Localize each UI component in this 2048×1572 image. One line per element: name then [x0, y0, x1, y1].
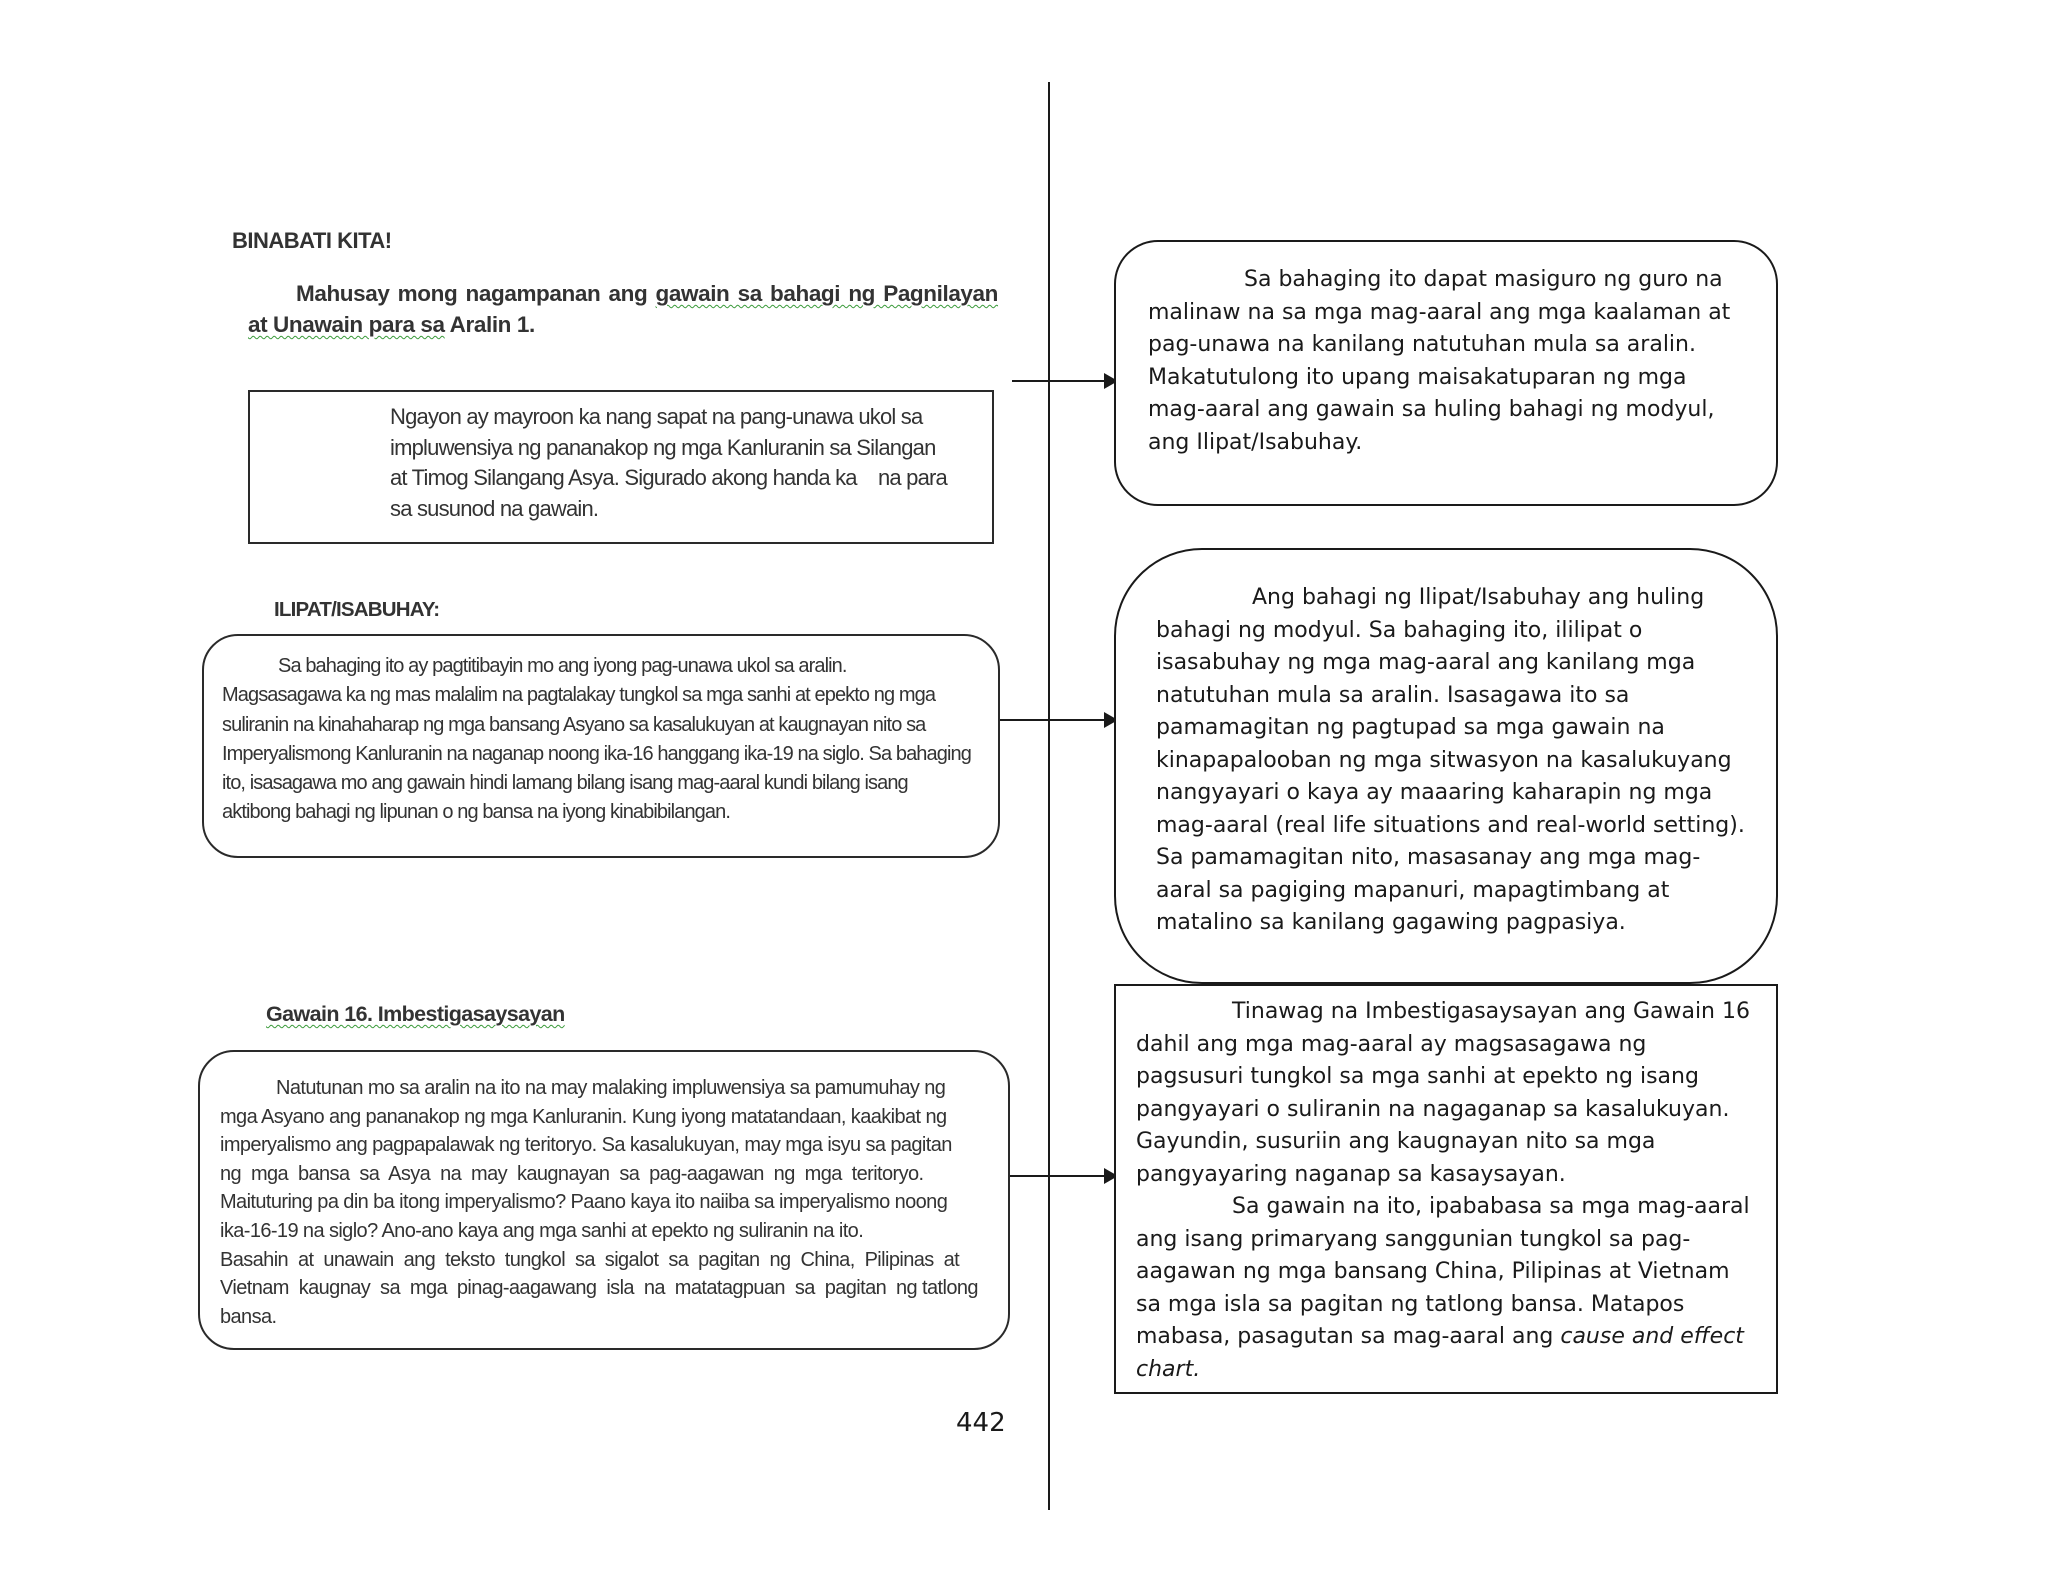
gawain-line-5: Maituturing pa din ba itong imperyalismo? Paano kaya ito naiiba sa imperyalismo noong [220, 1191, 948, 1214]
gawain-line-8: Vietnam kaugnay sa mga pinag-aagawang isla na matatagpuan sa pagitan ng tatlong [220, 1277, 978, 1300]
page-number: 442 [956, 1408, 1006, 1438]
ilipat-line-3: suliranin na kinahaharap ng mga bansang Asyano sa kasalukuyan at kaugnayan nito sa [222, 713, 926, 736]
gawain-text [220, 1074, 990, 1331]
teacher-note-box-1 [1114, 240, 1778, 506]
ilipat-text [222, 652, 984, 828]
teacher-note-3-para-2-text: Sa gawain na ito, ipababasa sa mga mag-aaral ang isang primaryang sanggunian tungkol sa pag-aagawan ng mga bansang China, Pilipinas at Vietnam sa mga isla sa pagitan ng tatlong bansa. Matapos mabasa, pasagutan sa mag-aaral ang [1136, 1194, 1750, 1349]
mahusay-paragraph [248, 278, 998, 340]
mahusay-part1: Mahusay mong nagampanan ang [296, 281, 656, 306]
ilipat-box [202, 634, 1000, 858]
gawain-line-9: bansa. [220, 1305, 277, 1328]
ilipat-line-1: Sa bahaging ito ay pagtitibayin mo ang iyong pag-unawa ukol sa aralin. [278, 655, 847, 677]
ilipat-line-6: aktibong bahagi ng lipunan o ng bansa na iyong kinabibilangan. [222, 801, 730, 824]
gawain-line-6: ika-16-19 na siglo? Ano-ano kaya ang mga sanhi at epekto ng suliranin na ito. [220, 1219, 864, 1242]
arrow-to-box-3 [1010, 1175, 1116, 1177]
ngayon-line-2: impluwensiya ng pananakop ng mga Kanluranin sa Silangan [390, 434, 936, 460]
ngayon-box [248, 390, 994, 544]
teacher-note-3-para-2 [1136, 1191, 1750, 1386]
ilipat-line-2: Magsasagawa ka ng mas malalim na pagtalakay tungkol sa mga sanhi at epekto ng mga [222, 684, 936, 707]
teacher-note-box-3 [1114, 984, 1778, 1394]
gawain-line-4: ng mga bansa sa Asya na may kaugnayan sa pag-aagawan ng mga teritoryo. [220, 1162, 924, 1185]
center-divider-line [1048, 82, 1050, 1510]
mahusay-part2: gawain sa bahagi ng Pagnilayan [655, 281, 999, 306]
ilipat-line-5: ito, isasagawa mo ang gawain hindi lamang bilang isang mag-aaral kundi bilang isang [222, 772, 908, 795]
ngayon-text [390, 402, 980, 524]
arrow-to-box-2 [1000, 719, 1116, 721]
arrow-to-box-1 [1012, 380, 1116, 382]
mahusay-part3: at Unawain para sa [248, 312, 445, 337]
teacher-note-box-2 [1114, 548, 1778, 984]
teacher-note-2-text: Ang bahagi ng Ilipat/Isabuhay ang huling bahagi ng modyul. Sa bahaging ito, ililipat o isasabuhay ng mga mag-aaral ang kanilang mga natutuhan mula sa aralin. Isasagawa ito sa pamamagitan ng pagtupad sa mga gawain na kinapapalooban ng mga sitwasyon na kasalukuyang nangyayari o kaya ay maaaring kaharapin ng mga mag-aaral (real life situations and real-world setting). Sa pamamagitan nito, masasanay ang mga mag-aaral sa pagiging mapanuri, mapagtimbang at matalino sa kanilang gagawing pagpasiya. [1156, 585, 1745, 935]
teacher-note-3-para-1: Tinawag na Imbestigasaysayan ang Gawain 16 dahil ang mga mag-aaral ay magsasagawa ng pagsusuri tungkol sa mga sanhi at epekto ng isang pangyayari o suliranin na nagaganap sa kasalukuyan. Gayundin, susuriin ang kaugnayan nito sa mga pangyayaring naganap sa kasaysayan. [1136, 999, 1750, 1187]
gawain-line-3: imperyalismo ang pagpapalawak ng teritoryo. Sa kasalukuyan, may mga isyu sa pagitan [220, 1134, 952, 1157]
ngayon-line-4: sa susunod na gawain. [390, 495, 599, 521]
gawain-line-1: Natutunan mo sa aralin na ito na may malaking impluwensiya sa pamumuhay ng [276, 1077, 946, 1099]
mahusay-part4: Aralin 1. [444, 312, 535, 337]
gawain-box [198, 1050, 1010, 1350]
ilipat-heading: ILIPAT/ISABUHAY: [274, 598, 440, 621]
ilipat-line-4: Imperyalismong Kanluranin na naganap noong ika-16 hanggang ika-19 na siglo. Sa bahaging [222, 742, 971, 765]
gawain-line-2: mga Asyano ang pananakop ng mga Kanluranin. Kung iyong matatandaan, kaakibat ng [220, 1105, 947, 1128]
gawain-heading: Gawain 16. Imbestigasaysayan [266, 1002, 565, 1026]
binabati-heading: BINABATI KITA! [232, 228, 392, 253]
cause-effect-chart-term: cause and effect chart. [1136, 1324, 1744, 1382]
ngayon-line-3: at Timog Silangang Asya. Sigurado akong handa ka na para [390, 465, 947, 490]
teacher-note-1-text: Sa bahaging ito dapat masiguro ng guro na malinaw na sa mga mag-aaral ang mga kaalaman at pag-unawa na kanilang natutuhan mula sa aralin. Makatutulong ito upang maisakatuparan ng mga mag-aaral ang gawain sa huling bahagi ng modyul, ang Ilipat/Isabuhay. [1148, 267, 1731, 455]
ngayon-line-1: Ngayon ay mayroon ka nang sapat na pang-unawa ukol sa [390, 404, 923, 429]
gawain-line-7: Basahin at unawain ang teksto tungkol sa sigalot sa pagitan ng China, Pilipinas at [220, 1248, 960, 1271]
